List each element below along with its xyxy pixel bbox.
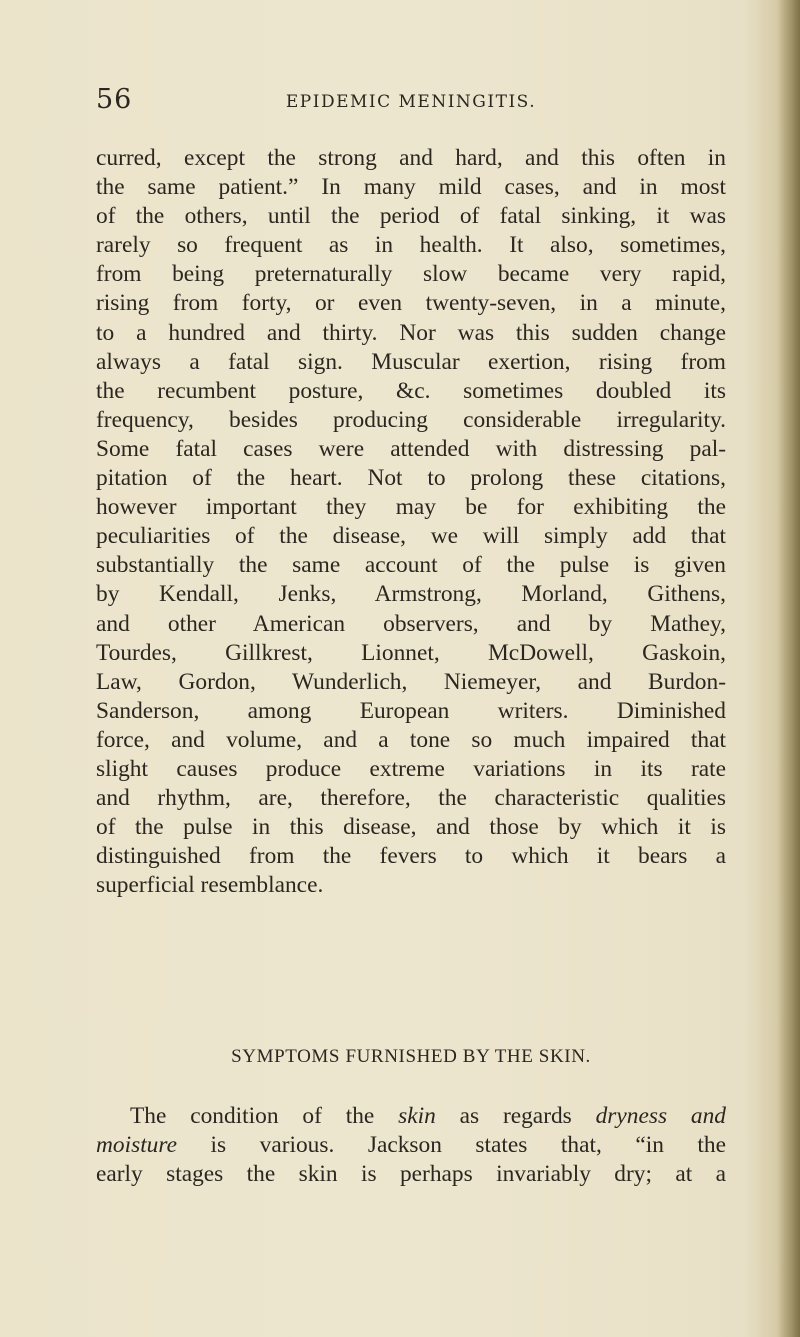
italic-term-moisture: moisture	[96, 1132, 177, 1159]
text-fragment: is various. Jackson states that, “in the	[177, 1132, 726, 1159]
italic-term-skin: skin	[398, 1103, 436, 1129]
text-line: Sanderson, among European writers. Diminished	[96, 697, 726, 724]
running-head: EPIDEMIC MENINGITIS.	[285, 92, 537, 112]
text-line: however important they may be for exhibiting the	[96, 494, 726, 521]
text-line: and rhythm, are, therefore, the characteristic qualities	[96, 785, 726, 812]
text-line: of the pulse in this disease, and those by which it is	[96, 814, 726, 841]
text-line: Some fatal cases were attended with distressing pal-	[96, 435, 726, 462]
text-line	[96, 1102, 726, 1131]
text-line: early stages the skin is perhaps invariably dry; at a	[96, 1161, 726, 1188]
text-line: pitation of the heart. Not to prolong these citations,	[96, 465, 726, 492]
text-fragment: The condition of the	[130, 1103, 399, 1129]
text-line: from being preternaturally slow became very rapid,	[96, 261, 726, 288]
text-line: and other American observers, and by Mathey,	[96, 610, 726, 637]
text-line: to a hundred and thirty. Nor was this sudden change	[96, 319, 726, 346]
text-line: distinguished from the fevers to which it bears a	[96, 843, 726, 870]
text-line: curred, except the strong and hard, and this often in	[96, 145, 726, 171]
text-line: of the others, until the period of fatal sinking, it was	[96, 203, 726, 230]
section-heading: SYMPTOMS FURNISHED BY THE SKIN.	[231, 1046, 591, 1067]
text-line: superficial resemblance.	[96, 872, 324, 899]
paragraph-skin-condition	[96, 1102, 726, 1189]
text-line: Tourdes, Gillkrest, Lionnet, McDowell, Gaskoin,	[96, 639, 726, 666]
text-line: force, and volume, and a tone so much impaired that	[96, 726, 726, 753]
text-line: rarely so frequent as in health. It also, sometimes,	[96, 232, 726, 259]
page-header	[96, 84, 726, 118]
text-line: the same patient.” In many mild cases, and in most	[96, 174, 726, 201]
text-line: rising from forty, or even twenty-seven, in a minute,	[96, 290, 726, 317]
text-line: by Kendall, Jenks, Armstrong, Morland, Githens,	[96, 581, 726, 608]
page-number: 56	[96, 84, 133, 115]
text-line: slight causes produce extreme variations in its rate	[96, 755, 726, 782]
paragraph-pulse-description	[96, 144, 726, 900]
text-line	[96, 1131, 726, 1160]
text-line: Law, Gordon, Wunderlich, Niemeyer, and Burdon-	[96, 668, 726, 695]
page-edge-shadow	[778, 0, 800, 1337]
text-line: the recumbent posture, &c. sometimes doubled its	[96, 377, 726, 404]
text-line: substantially the same account of the pulse is given	[96, 552, 726, 579]
text-line: always a fatal sign. Muscular exertion, rising from	[96, 348, 726, 375]
text-line: frequency, besides producing considerable irregularity.	[96, 406, 726, 433]
text-fragment: as regards	[435, 1103, 596, 1129]
italic-term-dryness: dryness and	[595, 1103, 726, 1129]
text-line: peculiarities of the disease, we will simply add that	[96, 523, 726, 550]
